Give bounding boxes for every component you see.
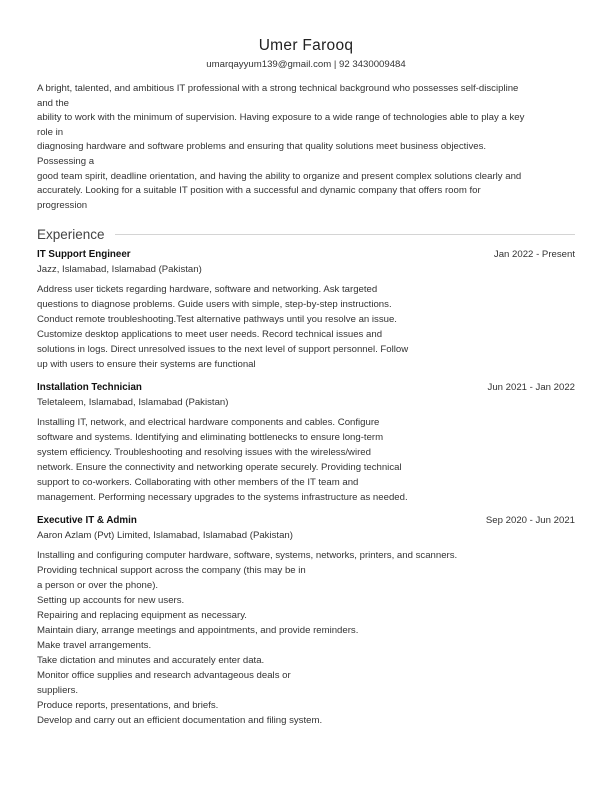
- job-description-line: Customize desktop applications to meet user needs. Record technical issues and: [37, 329, 383, 341]
- job-description-line: system efficiency. Troubleshooting and resolving issues with the wireless/wired: [37, 447, 371, 459]
- job-title: Executive IT & Admin: [37, 515, 137, 527]
- job-description-line: suppliers.: [37, 685, 79, 697]
- job-header: [37, 380, 575, 395]
- job-entry: [37, 247, 575, 372]
- summary-line: Possessing a: [37, 155, 95, 167]
- summary-line: progression: [37, 199, 88, 211]
- job-description-line: Make travel arrangements.: [37, 640, 152, 652]
- job-dates: Sep 2020 - Jun 2021: [485, 515, 575, 527]
- job-description-line: software and systems. Identifying and eliminating bottlenecks to ensure long-term: [37, 432, 384, 444]
- job-description-line: Repairing and replacing equipment as necessary.: [37, 610, 247, 622]
- job-description-line: Installing IT, network, and electrical hardware components and cables. Configure: [37, 417, 380, 429]
- summary-line: diagnosing hardware and software problems and ensuring that quality solutions meet business objectives.: [37, 141, 487, 153]
- summary-line: accurately. Looking for a suitable IT position with a successful and dynamic company that offers room for: [37, 185, 481, 197]
- resume-page: [37, 36, 575, 728]
- job-description-line: Monitor office supplies and research advantageous deals or: [37, 670, 291, 682]
- job-dates: Jun 2021 - Jan 2022: [487, 382, 575, 394]
- job-header: [37, 513, 575, 528]
- job-title: IT Support Engineer: [37, 249, 131, 261]
- job-company: Jazz, Islamabad, Islamabad (Pakistan): [37, 264, 202, 276]
- summary-line: role in: [37, 126, 64, 138]
- job-description-line: up with users to ensure their systems are functional: [37, 359, 256, 371]
- job-description-line: Address user tickets regarding hardware, software and networking. Ask targeted: [37, 284, 378, 296]
- job-description-line: Conduct remote troubleshooting.Test alternative pathways until you resolve an issue.: [37, 314, 397, 326]
- job-entry: [37, 380, 575, 505]
- job-entry: [37, 513, 575, 728]
- section-divider: [115, 234, 575, 235]
- job-description-line: Maintain diary, arrange meetings and appointments, and provide reminders.: [37, 625, 359, 637]
- job-description-line: questions to diagnose problems. Guide users with simple, step-by-step instructions.: [37, 299, 392, 311]
- experience-section-header: [37, 225, 575, 243]
- job-description-line: network. Ensure the connectivity and networking operate securely. Providing technical: [37, 462, 402, 474]
- job-description-line: Produce reports, presentations, and briefs.: [37, 700, 219, 712]
- job-description-line: a person or over the phone).: [37, 580, 159, 592]
- job-title: Installation Technician: [37, 382, 142, 394]
- job-company: Teletaleem, Islamabad, Islamabad (Pakistan): [37, 397, 229, 409]
- summary: [37, 82, 575, 213]
- job-description-line: management. Performing necessary upgrades to the systems infrastructure as needed.: [37, 492, 408, 504]
- contact-line: umarqayyum139@gmail.com | 92 3430009484: [206, 59, 406, 70]
- summary-line: A bright, talented, and ambitious IT professional with a strong technical background who possesses self-discipline: [37, 83, 519, 94]
- job-description: [37, 282, 575, 372]
- section-heading: Experience: [37, 226, 105, 242]
- summary-line: good team spirit, deadline orientation, and having the ability to organize and present complex solutions clearly and: [37, 170, 522, 182]
- job-description-line: Providing technical support across the company (this may be in: [37, 565, 306, 577]
- job-description-line: support to co-workers. Collaborating with other members of the IT team and: [37, 477, 359, 489]
- job-description-line: Setting up accounts for new users.: [37, 595, 185, 607]
- job-header: [37, 247, 575, 262]
- job-description-line: solutions in logs. Direct unresolved issues to the next level of support personnel. Follow: [37, 344, 409, 356]
- job-description: [37, 415, 575, 505]
- job-company: Aaron Azlam (Pvt) Limited, Islamabad, Islamabad (Pakistan): [37, 530, 293, 542]
- job-description-line: Take dictation and minutes and accurately enter data.: [37, 655, 265, 667]
- job-description: [37, 548, 575, 728]
- job-description-line: Installing and configuring computer hardware, software, systems, networks, printers, and scanners.: [37, 550, 458, 562]
- job-description-line: Develop and carry out an efficient documentation and filing system.: [37, 715, 323, 727]
- candidate-name: Umer Farooq: [258, 37, 354, 54]
- summary-line: ability to work with the minimum of supervision. Having exposure to a wide range of technologies able to play a key: [37, 112, 525, 124]
- summary-line: and the: [37, 97, 70, 109]
- job-dates: Jan 2022 - Present: [493, 249, 575, 261]
